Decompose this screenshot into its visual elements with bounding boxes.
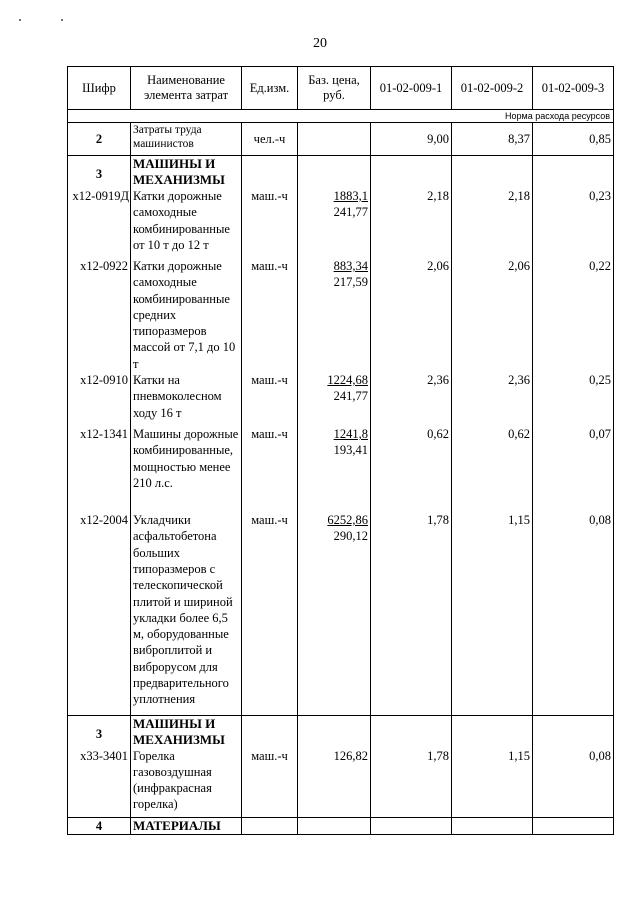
header-name: Наименование элемента затрат: [131, 67, 242, 110]
row-code: x33-3401: [68, 748, 131, 818]
section-name: МАШИНЫ И МЕХАНИЗМЫ: [131, 715, 242, 748]
header-code: Шифр: [68, 67, 131, 110]
row-unit: маш.-ч: [242, 512, 298, 715]
row-code: x12-0919Д: [68, 188, 131, 258]
row-value-1: 2,36: [371, 372, 452, 426]
row-value-3: 0,23: [533, 188, 614, 258]
row-value-1: 9,00: [371, 123, 452, 156]
table-row: [68, 372, 614, 426]
table-row: [68, 748, 614, 818]
row-code: x12-2004: [68, 512, 131, 715]
header-col1: 01-02-009-1: [371, 67, 452, 110]
row-price-bottom: 241,77: [333, 205, 368, 220]
row-code: x12-0910: [68, 372, 131, 426]
row-price-top: 883,34: [333, 259, 368, 273]
row-unit: чел.-ч: [242, 123, 298, 156]
table-row: [68, 258, 614, 372]
header-col2: 01-02-009-2: [452, 67, 533, 110]
row-name: Катки дорожные самоходные комбинированные средних типоразмеров массой от 7,1 до 10 т: [131, 258, 242, 372]
row-code: x12-1341: [68, 426, 131, 512]
table-row: [68, 512, 614, 715]
row-code: 2: [68, 123, 131, 156]
row-value-3: 0,07: [533, 426, 614, 512]
row-value-1: 2,06: [371, 258, 452, 372]
row-price-top: 1241,8: [333, 427, 368, 442]
row-value-2: 2,36: [452, 372, 533, 426]
row-unit: маш.-ч: [242, 258, 298, 372]
row-value-2: 2,18: [452, 188, 533, 258]
row-value-3: 0,08: [533, 748, 614, 818]
row-price-top: 6252,86: [327, 513, 368, 528]
row-price-top: 1883,1: [333, 189, 368, 203]
section-code: 4: [68, 818, 131, 835]
row-price-bottom: 290,12: [333, 529, 368, 544]
row-value-1: 0,62: [371, 426, 452, 512]
row-price-bottom: 217,59: [333, 275, 368, 290]
row-unit: маш.-ч: [242, 748, 298, 818]
row-code: x12-0922: [68, 258, 131, 372]
section-code: 3: [68, 156, 131, 189]
table-header-row: [68, 67, 614, 110]
row-unit: маш.-ч: [242, 372, 298, 426]
row-name: Машины дорожные комбинированные, мощностью менее 210 л.с.: [131, 426, 242, 512]
row-name: Катки на пневмоколесном ходу 16 т: [131, 372, 242, 426]
header-col3: 01-02-009-3: [533, 67, 614, 110]
norm-label-row: [68, 110, 614, 123]
row-value-1: 1,78: [371, 748, 452, 818]
row-value-3: 0,08: [533, 512, 614, 715]
row-value-2: 1,15: [452, 748, 533, 818]
row-name: Укладчики асфальтобетона больших типоразмеров с телескопической плитой и шириной укладки более 6,5 м, оборудованные виброплитой и виброрусом для предварительного уплотнения: [131, 512, 242, 715]
row-value-2: 2,06: [452, 258, 533, 372]
section-name: МАШИНЫ И МЕХАНИЗМЫ: [131, 156, 242, 189]
row-value-2: 1,15: [452, 512, 533, 715]
row-name: Затраты труда машинистов: [131, 123, 242, 156]
row-price-bottom: 193,41: [333, 443, 368, 458]
row-value-2: 8,37: [452, 123, 533, 156]
table-row: [68, 123, 614, 156]
table-row: [68, 426, 614, 512]
row-value-1: 2,18: [371, 188, 452, 258]
section-code: 3: [68, 715, 131, 748]
scan-speck: [61, 19, 63, 21]
row-unit: маш.-ч: [242, 188, 298, 258]
row-price-top: 1224,68: [327, 373, 368, 388]
header-price: Баз. цена, руб.: [298, 67, 371, 110]
row-value-3: 0,22: [533, 258, 614, 372]
row-value-3: 0,85: [533, 123, 614, 156]
row-unit: маш.-ч: [242, 426, 298, 512]
row-price-bottom: 241,77: [333, 389, 368, 404]
section-row: [68, 715, 614, 748]
row-value-2: 0,62: [452, 426, 533, 512]
section-name: МАТЕРИАЛЫ: [131, 818, 242, 835]
header-unit: Ед.изм.: [242, 67, 298, 110]
section-row: [68, 156, 614, 189]
scan-speck: [19, 19, 21, 21]
page-number: 20: [313, 36, 327, 51]
row-price: 126,82: [298, 748, 371, 818]
section-row: [68, 818, 614, 835]
row-value-1: 1,78: [371, 512, 452, 715]
table-row: [68, 188, 614, 258]
row-name: Катки дорожные самоходные комбинированные от 10 т до 12 т: [131, 188, 242, 258]
resource-norms-table: [67, 66, 614, 835]
norm-label: Норма расхода ресурсов: [68, 110, 614, 123]
row-value-3: 0,25: [533, 372, 614, 426]
row-name: Горелка газовоздушная (инфракрасная горелка): [131, 748, 242, 818]
